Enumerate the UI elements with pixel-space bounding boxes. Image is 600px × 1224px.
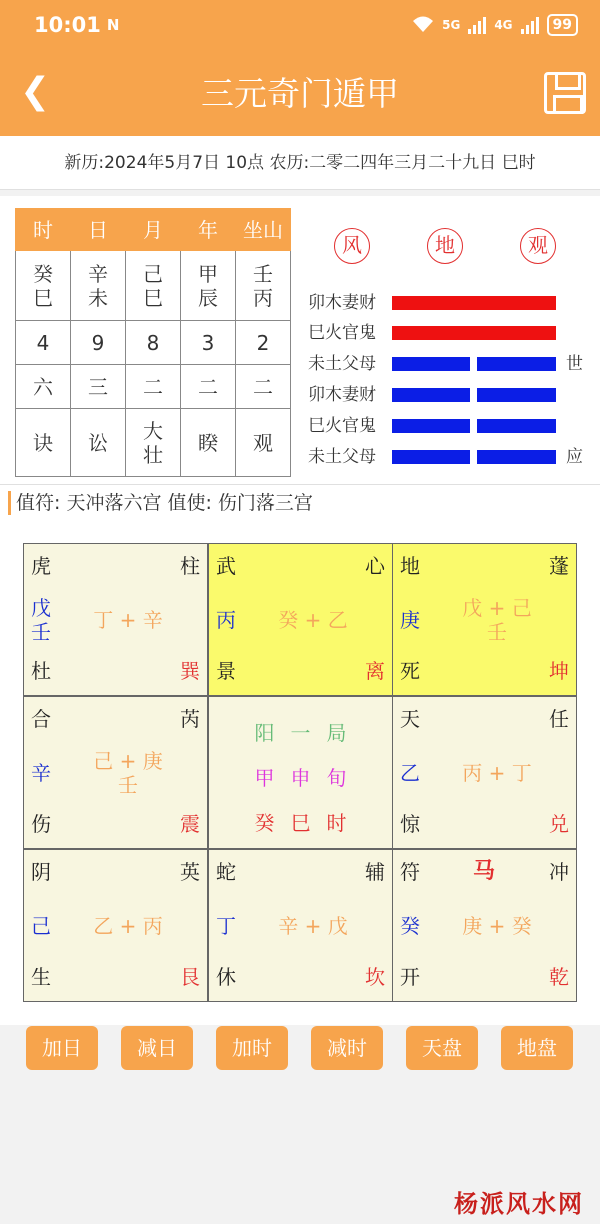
add-hour-button[interactable]: 加时 bbox=[216, 1026, 288, 1070]
pillar-number: 9 bbox=[71, 321, 126, 365]
dipan-stems bbox=[31, 761, 51, 785]
god-label: 合 bbox=[31, 707, 51, 731]
gua-label: 坤 bbox=[549, 659, 569, 683]
palace-乾 bbox=[392, 849, 577, 1002]
star-label: 辅 bbox=[365, 860, 385, 884]
dipan-stems bbox=[400, 914, 420, 938]
yin-bar bbox=[477, 419, 556, 433]
minus-day-button[interactable]: 减日 bbox=[121, 1026, 193, 1070]
tianpan-stems bbox=[445, 596, 549, 644]
qimen-board bbox=[0, 520, 600, 1025]
hexagram-name-char: 风 bbox=[334, 228, 370, 264]
network-4g-label: 4G bbox=[494, 18, 513, 32]
gua-label: 震 bbox=[180, 812, 200, 836]
god-label: 天 bbox=[400, 707, 420, 731]
status-bar bbox=[0, 0, 600, 50]
yao-mark: 世 bbox=[566, 354, 583, 374]
yao-label: 巳火官鬼 bbox=[308, 323, 376, 343]
yin-bar bbox=[392, 450, 470, 464]
tianpan-stems bbox=[76, 608, 180, 632]
center-line: 甲申旬 bbox=[254, 766, 363, 790]
palace-兑 bbox=[392, 696, 577, 849]
palace-艮 bbox=[23, 849, 208, 1002]
door-label: 开 bbox=[400, 965, 420, 989]
pillar-number: 8 bbox=[126, 321, 181, 365]
god-label: 蛇 bbox=[216, 860, 236, 884]
dipan-stem: 乙 bbox=[400, 761, 420, 785]
tianpan-stems bbox=[445, 761, 549, 785]
yao-line bbox=[308, 288, 598, 318]
pillar-ganzhi: 壬 丙 bbox=[236, 251, 291, 321]
app-bar bbox=[0, 50, 600, 136]
tianpan-stems bbox=[261, 608, 365, 632]
yang-bar bbox=[392, 296, 556, 310]
god-label: 阴 bbox=[31, 860, 51, 884]
battery-icon: 99 bbox=[547, 14, 578, 36]
pillar-header: 时 bbox=[16, 209, 71, 251]
pillar-six: 二 bbox=[126, 365, 181, 409]
yin-bar bbox=[392, 419, 470, 433]
pillar-header: 年 bbox=[181, 209, 236, 251]
door-label: 杜 bbox=[31, 659, 51, 683]
yao-label: 卯木妻财 bbox=[308, 293, 376, 313]
yao-line bbox=[308, 318, 598, 348]
hexagram-name-char: 地 bbox=[427, 228, 463, 264]
pillar-gua: 大 壮 bbox=[126, 409, 181, 477]
dipan-stem: 癸 bbox=[400, 914, 420, 938]
pillar-ganzhi: 己 巳 bbox=[126, 251, 181, 321]
tianpan-text: 癸 + 乙 bbox=[278, 608, 348, 632]
star-label: 任 bbox=[549, 707, 569, 731]
pillar-gua: 观 bbox=[236, 409, 291, 477]
pillar-header: 月 bbox=[126, 209, 181, 251]
gua-label: 巽 bbox=[180, 659, 200, 683]
door-label: 景 bbox=[216, 659, 236, 683]
pillar-gua: 睽 bbox=[181, 409, 236, 477]
pillar-ganzhi: 辛 未 bbox=[71, 251, 126, 321]
dipan-stem: 庚 bbox=[400, 608, 420, 632]
status-icons bbox=[412, 14, 578, 36]
god-label: 地 bbox=[400, 554, 420, 578]
info-area bbox=[0, 196, 600, 522]
dipan-stems bbox=[31, 596, 51, 644]
tianpan-text: 乙 + 丙 bbox=[93, 914, 163, 938]
tianpan-text: 丙 + 丁 bbox=[462, 761, 532, 785]
pillar-ganzhi: 癸 巳 bbox=[16, 251, 71, 321]
palace-震 bbox=[23, 696, 208, 849]
palace-坤 bbox=[392, 543, 577, 696]
yin-bar bbox=[392, 357, 470, 371]
signal-icon-2 bbox=[521, 16, 539, 34]
yao-label: 巳火官鬼 bbox=[308, 416, 376, 436]
dipan-stem: 己 bbox=[31, 914, 51, 938]
pillar-gua: 诀 bbox=[16, 409, 71, 477]
dipan-stem: 辛 bbox=[31, 761, 51, 785]
page-title: 三元奇门遁甲 bbox=[201, 74, 399, 113]
dipan-stem: 丙 bbox=[216, 608, 236, 632]
yang-bar bbox=[392, 326, 556, 340]
control-buttons bbox=[0, 1025, 600, 1075]
yin-bar bbox=[477, 388, 556, 402]
yin-bar bbox=[477, 450, 556, 464]
dipan-stems bbox=[400, 761, 420, 785]
gua-label: 离 bbox=[365, 659, 385, 683]
nfc-icon: N bbox=[106, 16, 120, 34]
minus-hour-button[interactable]: 减时 bbox=[311, 1026, 383, 1070]
dipan-stem: 戊 bbox=[31, 596, 51, 620]
dipan-stems bbox=[216, 914, 236, 938]
yao-mark: 应 bbox=[566, 447, 583, 467]
floppy-disk-icon[interactable] bbox=[544, 72, 586, 114]
gua-label: 兑 bbox=[549, 812, 569, 836]
star-label: 柱 bbox=[180, 554, 200, 578]
gua-label: 乾 bbox=[549, 965, 569, 989]
pillar-six: 二 bbox=[236, 365, 291, 409]
door-label: 生 bbox=[31, 965, 51, 989]
dipan-stems bbox=[400, 608, 420, 632]
date-line: 新历:2024年5月7日 10点 农历:二零二四年三月二十九日 巳时 bbox=[0, 136, 600, 190]
tianpan-text: 庚 + 癸 bbox=[462, 914, 532, 938]
pillar-six: 二 bbox=[181, 365, 236, 409]
yin-bar bbox=[477, 357, 556, 371]
god-label: 武 bbox=[216, 554, 236, 578]
star-label: 蓬 bbox=[549, 554, 569, 578]
yao-line bbox=[308, 442, 598, 472]
yao-label: 卯木妻财 bbox=[308, 385, 376, 405]
door-label: 惊 bbox=[400, 812, 420, 836]
star-label: 心 bbox=[365, 554, 385, 578]
pillar-header: 坐山 bbox=[236, 209, 291, 251]
pillar-number: 2 bbox=[236, 321, 291, 365]
yao-line bbox=[308, 349, 598, 379]
pillar-gua: 讼 bbox=[71, 409, 126, 477]
gua-label: 艮 bbox=[180, 965, 200, 989]
pillar-six: 六 bbox=[16, 365, 71, 409]
tianpan-stems bbox=[76, 749, 180, 797]
door-label: 死 bbox=[400, 659, 420, 683]
dipan-stems bbox=[31, 914, 51, 938]
tianpan-stems bbox=[261, 914, 365, 938]
add-day-button[interactable]: 加日 bbox=[26, 1026, 98, 1070]
watermark: 杨派风水网 bbox=[454, 1189, 584, 1218]
dipan-button[interactable]: 地盘 bbox=[501, 1026, 573, 1070]
status-time: 10:01 bbox=[34, 13, 101, 37]
palace-巽 bbox=[23, 543, 208, 696]
signal-icon bbox=[468, 16, 486, 34]
hexagram-name-char: 观 bbox=[520, 228, 556, 264]
pillar-number: 3 bbox=[181, 321, 236, 365]
tianpan-stems bbox=[76, 914, 180, 938]
pillars-table bbox=[15, 208, 291, 477]
wifi-icon bbox=[412, 15, 434, 36]
horse-star-label: 马 bbox=[473, 859, 496, 884]
god-label: 符 bbox=[400, 860, 420, 884]
dipan-stem: 壬 bbox=[31, 620, 51, 644]
tianpan-text-2: 壬 bbox=[118, 773, 138, 797]
pillar-six: 三 bbox=[71, 365, 126, 409]
yao-label: 未土父母 bbox=[308, 354, 376, 374]
palace-坎 bbox=[208, 849, 393, 1002]
yao-label: 未土父母 bbox=[308, 447, 376, 467]
dipan-stems bbox=[216, 608, 236, 632]
door-label: 休 bbox=[216, 965, 236, 989]
star-label: 芮 bbox=[180, 707, 200, 731]
chevron-left-icon[interactable]: ❮ bbox=[20, 71, 51, 112]
star-label: 英 bbox=[180, 860, 200, 884]
palace-离 bbox=[208, 543, 393, 696]
pillar-number: 4 bbox=[16, 321, 71, 365]
tianpan-text: 己 + 庚 bbox=[93, 749, 163, 773]
pillar-header: 日 bbox=[71, 209, 126, 251]
palace-center bbox=[208, 696, 393, 849]
tianpan-text: 辛 + 戊 bbox=[278, 914, 348, 938]
tianpan-text: 丁 + 辛 bbox=[93, 608, 163, 632]
center-line: 癸巳时 bbox=[254, 811, 363, 835]
dipan-stem: 丁 bbox=[216, 914, 236, 938]
yao-line bbox=[308, 411, 598, 441]
yao-line bbox=[308, 380, 598, 410]
pillar-ganzhi: 甲 辰 bbox=[181, 251, 236, 321]
network-5g-label: 5G bbox=[442, 18, 461, 32]
star-label: 冲 bbox=[549, 860, 569, 884]
tianpan-text: 戊 + 己 bbox=[462, 596, 532, 620]
gua-label: 坎 bbox=[365, 965, 385, 989]
yin-bar bbox=[392, 388, 470, 402]
tianpan-text-2: 壬 bbox=[487, 620, 507, 644]
tianpan-stems bbox=[445, 914, 549, 938]
zhifu-line: 值符: 天冲落六宫 值使: 伤门落三宫 bbox=[0, 484, 600, 520]
god-label: 虎 bbox=[31, 554, 51, 578]
center-line: 阳一局 bbox=[254, 721, 363, 745]
door-label: 伤 bbox=[31, 812, 51, 836]
tianpan-button[interactable]: 天盘 bbox=[406, 1026, 478, 1070]
